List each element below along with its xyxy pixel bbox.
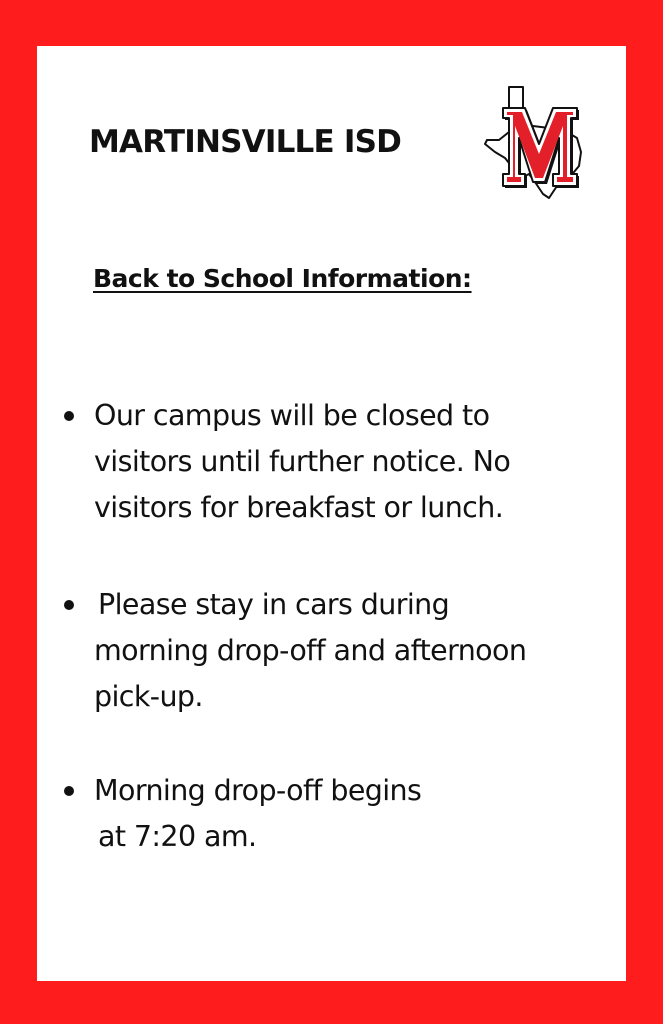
section-heading: Back to School Information:	[93, 264, 472, 293]
texas-m-logo-icon	[459, 82, 599, 202]
notice-line: Please stay in cars during	[98, 588, 450, 621]
notice-line: visitors for breakfast or lunch.	[94, 491, 504, 524]
notice-item-dropoff	[94, 768, 619, 860]
flyer-card	[37, 46, 626, 981]
notice-line: Our campus will be closed to	[94, 399, 490, 432]
bullet-icon	[64, 600, 74, 610]
notice-line: Morning drop-off begins	[94, 774, 422, 807]
notice-line: morning drop-off and afternoon	[94, 634, 527, 667]
bullet-icon	[64, 411, 74, 421]
notice-line: pick-up.	[94, 680, 203, 713]
bullet-icon	[64, 786, 74, 796]
notice-item-visitors	[94, 393, 619, 531]
district-name: MARTINSVILLE ISD	[89, 124, 402, 160]
notice-line: at 7:20 am.	[98, 820, 257, 853]
notice-line: visitors until further notice. No	[94, 445, 511, 478]
notice-item-cars	[94, 582, 619, 720]
